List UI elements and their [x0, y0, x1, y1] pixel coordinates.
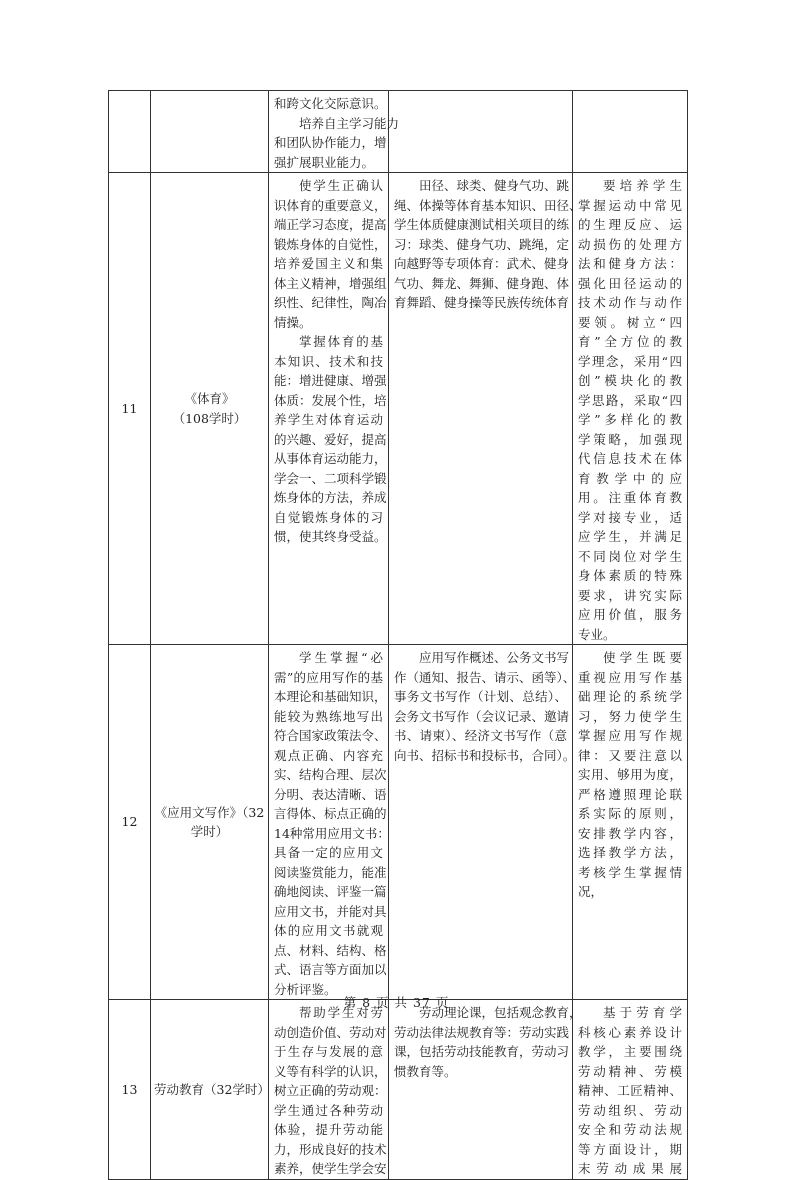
text-line: 确地阅读、评鉴一篇 — [274, 884, 387, 899]
text-line: 力，形成良好的技术 — [274, 1141, 387, 1157]
text-line: 义等有科学的认识， — [274, 1063, 387, 1079]
text-line: 炼身体的方法，养成 — [274, 490, 387, 505]
text-line: 创”模块化的教 — [578, 373, 682, 388]
text-line: 动损伤的处理方 — [578, 236, 682, 252]
text-line: 的兴趣、爱好，提高 — [274, 431, 387, 447]
text-line: 书、请柬）、经济文书写作（意 — [394, 728, 567, 743]
text-line: 重视应用写作基 — [578, 669, 682, 685]
course-number-cell — [109, 645, 151, 1000]
text-line: 体的应用文书就观 — [274, 923, 383, 938]
text-line: 学策略，加强现 — [578, 431, 682, 447]
text-line: 不同岗位对学生 — [578, 548, 682, 564]
course-goals-cell — [269, 91, 400, 173]
teaching-requirements-cell — [573, 1000, 688, 1180]
text-line: 安全和劳动法规 — [578, 1122, 682, 1137]
course-number-cell — [109, 173, 151, 645]
text-line: 观点正确、内容充 — [274, 747, 383, 763]
text-line: 向书、招标书和投标书，合同）。 — [394, 747, 576, 763]
text-line: 分明、表达清晰、语 — [274, 786, 387, 802]
text-line: 于生存与发展的意 — [274, 1044, 383, 1059]
course-name-line: 《体育》 — [184, 391, 235, 406]
text-line: 教学，主要围绕 — [578, 1044, 682, 1059]
text-line: 和团队协作能力，增 — [274, 135, 387, 150]
text-line: 础理论的系统学 — [578, 689, 682, 704]
text-line: 课，包括劳动技能教育，劳动习 — [394, 1044, 570, 1059]
text-line: 树立正确的劳动观： — [274, 1083, 387, 1098]
text-line: 端正学习态度，提高 — [274, 217, 387, 232]
text-line: 习：球类、健身气功、跳绳，定 — [394, 236, 570, 252]
text-line: 体主义精神，增强组 — [274, 275, 387, 291]
text-line: 要领。树立“四 — [578, 314, 682, 330]
text-line: 言得体、标点正确的 — [274, 806, 387, 821]
text-line: 学思路，采取“四 — [578, 392, 682, 408]
text-line: 绳、体操等体育基本知识、田径、 — [394, 197, 582, 213]
text-line: 精神、工匠精神、 — [578, 1083, 682, 1098]
course-goals-cell — [269, 173, 389, 645]
text-line: 学”多样化的教 — [578, 412, 682, 427]
course-content-cell — [389, 1000, 582, 1180]
text-line: 应用文书，并能对具 — [274, 903, 387, 919]
text-line: 素养，使学生学会安 — [274, 1161, 387, 1176]
text-line: 能：增进健康、增强 — [274, 373, 387, 388]
text-line: 应用写作概述、公务文书写 — [419, 650, 570, 665]
text-line: 掌握应用写作规 — [578, 728, 682, 743]
text-line: 掌握运动中常见 — [578, 197, 682, 213]
text-line: 14种常用应用文书： — [274, 825, 390, 841]
text-line: 需”的应用写作的基 — [274, 669, 383, 685]
text-line: 从事体育运动能力， — [274, 451, 387, 466]
course-number: 13 — [121, 1081, 138, 1097]
text-line: 自觉锻炼身体的习 — [274, 509, 383, 525]
course-content-cell — [389, 91, 573, 173]
teaching-requirements-cell — [573, 173, 688, 645]
text-line: 事务文书写作（计划、总结）、 — [394, 689, 567, 704]
course-content-cell — [389, 645, 576, 1000]
text-line: 使学生正确认 — [299, 178, 383, 193]
text-line: 点、材料、结构、格 — [274, 942, 387, 958]
text-line: 要培养学生 — [603, 178, 682, 193]
text-line: 掌握体育的基 — [299, 334, 383, 349]
text-line: 本理论和基础知识， — [274, 689, 387, 704]
course-number-cell — [109, 91, 151, 173]
text-line: 符合国家政策法令、 — [274, 728, 387, 743]
text-line: 锻炼身体的自觉性， — [274, 236, 387, 252]
text-line: 考核学生掌握情 — [578, 864, 682, 880]
text-line: 严格遵照理论联 — [578, 786, 682, 802]
table-row — [109, 91, 688, 173]
text-line: 劳动理论课，包括观念教育， — [419, 1005, 582, 1020]
text-line: 使学生既要 — [603, 650, 682, 665]
text-line: 会务文书写作（会议记录、邀请 — [394, 708, 570, 724]
course-goals-cell — [269, 1000, 389, 1180]
table-row — [109, 1000, 688, 1180]
course-name-line: 劳动教育（32学时） — [154, 1081, 270, 1097]
text-line: 用。注重体育教 — [578, 490, 682, 505]
text-line: 本知识、技术和技 — [274, 353, 383, 369]
course-content-cell — [389, 173, 582, 645]
course-number-cell — [109, 1000, 151, 1180]
text-line: 惯教育等。 — [394, 1063, 457, 1079]
text-line: 选择教学方法， — [578, 845, 682, 860]
table-row — [109, 173, 688, 645]
text-line: 阅读鉴赏能力，能准 — [274, 864, 387, 880]
course-name-line: （108学时） — [172, 410, 247, 426]
course-number: 12 — [121, 814, 138, 830]
text-line: 律：又要注意以 — [578, 747, 682, 763]
text-line: 况， — [578, 884, 604, 899]
text-line: 劳动组织、劳动 — [578, 1102, 682, 1118]
text-line: 培养自主学习能力 — [299, 115, 400, 131]
course-name-cell — [151, 173, 269, 645]
text-line: 强化田径运动的 — [578, 275, 682, 291]
text-line: 具备一定的应用文 — [274, 845, 383, 860]
text-line: 学对接专业，适 — [578, 509, 682, 525]
course-name-cell — [151, 1000, 269, 1180]
text-line: 学理念，采用“四 — [578, 353, 682, 369]
text-line: 体验，提升劳动能 — [274, 1122, 383, 1137]
text-line: 学生体质健康测试相关项目的练 — [394, 217, 570, 232]
text-line: 学生通过各种劳动 — [274, 1102, 383, 1118]
text-line: 和跨文化交际意识。 — [274, 96, 387, 111]
text-line: 末劳动成果展 — [578, 1161, 682, 1176]
text-line: 能较为熟练地写出 — [274, 708, 383, 724]
text-line: 向越野等专项体育：武术、健身 — [394, 256, 570, 271]
course-goals-cell — [269, 645, 389, 1000]
curriculum-table — [108, 90, 688, 1180]
text-line: 劳动法律法规教育等：劳动实践 — [394, 1024, 570, 1040]
course-name-cell — [151, 645, 269, 1000]
text-line: 专业。 — [578, 626, 616, 642]
text-line: 式、语言等方面加以 — [274, 962, 387, 977]
text-line: 育”全方位的教 — [578, 334, 682, 349]
text-line: 动创造价值、劳动对 — [274, 1024, 387, 1040]
text-line: 基于劳育学 — [603, 1005, 682, 1020]
page-footer: 第 8 页 共 37 页 — [343, 995, 450, 1010]
course-name-line: 《应用文写作》（32 — [154, 804, 265, 820]
text-line: 技术动作与动作 — [578, 295, 682, 310]
course-name-cell — [151, 91, 269, 173]
text-line: 帮助学生对劳 — [299, 1005, 383, 1020]
text-line: 惯，使其终身受益。 — [274, 529, 387, 544]
teaching-requirements-cell — [573, 645, 688, 1000]
text-line: 实、结构合理、层次 — [274, 767, 387, 782]
course-number: 11 — [121, 400, 138, 416]
text-line: 等方面设计，期 — [578, 1141, 682, 1157]
course-name-line: 学时） — [190, 824, 229, 839]
text-line: 身体素质的特殊 — [578, 568, 682, 583]
text-line: 系实际的原则， — [578, 806, 682, 821]
text-line: 学生掌握“必 — [299, 650, 383, 665]
text-line: 应用价值，服务 — [578, 607, 682, 622]
text-line: 要求，讲究实际 — [578, 587, 682, 603]
text-line: 培养爱国主义和集 — [274, 256, 383, 271]
text-line: 田径、球类、健身气功、跳 — [419, 178, 570, 193]
text-line: 的生理反应、运 — [578, 217, 682, 232]
text-line: 体质：发展个性，培 — [274, 392, 387, 408]
text-line: 劳动精神、劳模 — [578, 1063, 682, 1079]
text-line: 法和健身方法： — [578, 256, 682, 271]
text-line: 育舞蹈、健身操等民族传统体育 — [394, 295, 570, 310]
text-line: 学会一、二项科学锻 — [274, 470, 387, 486]
table-row — [109, 645, 688, 1000]
teaching-requirements-cell — [573, 91, 688, 173]
text-line: 气功、舞龙、舞狮、健身跑、体 — [394, 275, 570, 291]
text-line: 分析评鉴。 — [274, 981, 337, 997]
text-line: 科核心素养设计 — [578, 1024, 682, 1040]
text-line: 习，努力使学生 — [578, 708, 682, 724]
text-line: 情操。 — [274, 314, 312, 330]
text-line: 实用、够用为度， — [578, 767, 682, 782]
text-line: 强扩展职业能力。 — [274, 154, 375, 170]
text-line: 识体育的重要意义， — [274, 197, 387, 213]
text-line: 育教学中的应 — [578, 470, 682, 486]
text-line: 应学生，并满足 — [578, 529, 682, 544]
text-line: 织性、纪律性，陶冶 — [274, 295, 387, 310]
text-line: 安排教学内容， — [578, 825, 682, 841]
text-line: 作（通知、报告、请示、函等）、 — [394, 669, 576, 685]
text-line: 代信息技术在体 — [578, 451, 682, 466]
text-line: 养学生对体育运动 — [274, 412, 383, 427]
